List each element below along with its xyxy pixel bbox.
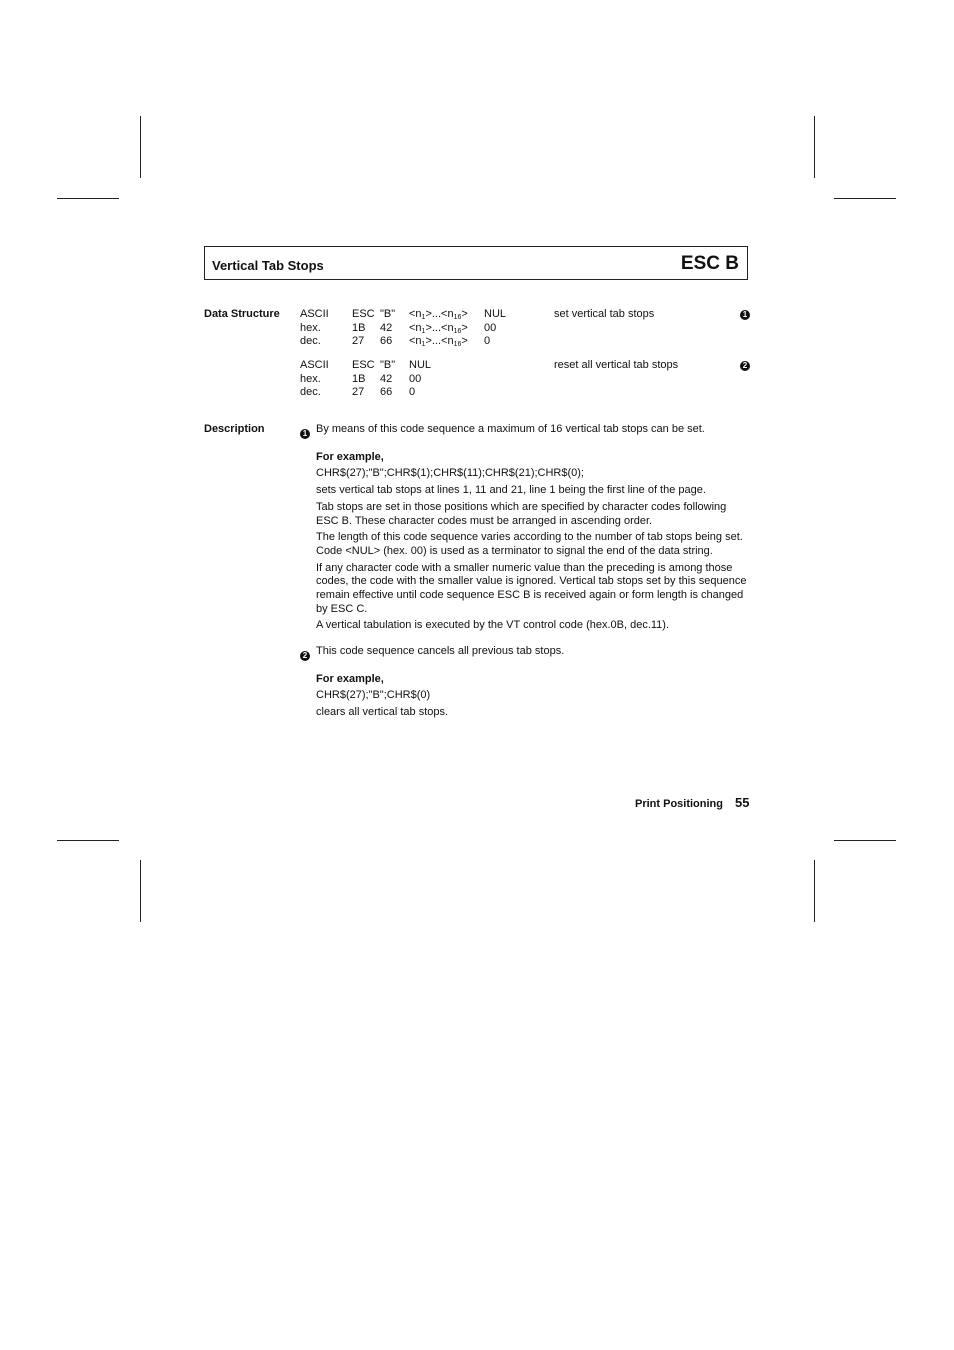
data-structure-block-2 [300,359,500,401]
description-paragraph: A vertical tabulation is executed by the VT control code (hex.0B, dec.11). [316,619,670,632]
ds-terminator: NUL [409,359,432,371]
ds-type: hex. [300,372,321,385]
crop-mark [140,860,141,922]
ds-code: ESC [352,359,375,371]
example-heading: For example, [316,450,384,463]
crop-mark [814,860,815,922]
crop-mark [57,198,119,199]
section-title: Vertical Tab Stops [212,258,324,273]
marker-1-icon: 1 [300,423,310,441]
ds-code: 1B [352,321,366,334]
description-intro: This code sequence cancels all previous tab stops. [316,645,565,657]
ds-note: reset all vertical tab stops [554,359,679,371]
ds-code: ESC [352,308,375,320]
ds-terminator: 00 [484,321,497,334]
ds-code: "B" [380,308,396,320]
data-structure-block-1 [300,308,507,350]
ds-code: 42 [380,321,393,334]
example-code: CHR$(27);"B";CHR$(1);CHR$(11);CHR$(21);CHR$(0); [316,467,584,480]
ds-terminator: 0 [484,335,491,348]
description-item-1 [316,423,748,636]
command-code: ESC B [680,253,739,274]
description-paragraph: clears all vertical tab stops. [316,706,449,719]
ds-code: 1B [352,372,366,385]
description-item-2 [316,645,748,723]
marker-2-icon: 2 [740,359,750,371]
ds-code: 66 [380,386,393,399]
ds-type: dec. [300,335,321,348]
ds-code: 66 [380,335,393,348]
ds-code: 27 [352,335,365,348]
footer-section: Print Positioning [635,798,723,810]
description-paragraph: If any character code with a smaller numeric value than the preceding is among those codes, the code with the smaller value is ignored. Vertical tab stops set by this sequence remain effective until code sequence ESC B is received again or form length is changed by ESC C. [316,561,747,615]
example-code: CHR$(27);"B";CHR$(0) [316,689,431,702]
crop-mark [834,198,896,199]
ds-params: $<n_1>...<n_{16}>$ [409,335,468,349]
data-structure-label: Data Structure [204,308,280,320]
crop-mark [814,116,815,178]
description-paragraph: The length of this code sequence varies according to the number of tab stops being set. Code <NUL> (hex. 00) is used as a terminator to signal the end of the data string. [316,531,743,557]
crop-mark [57,840,119,841]
ds-type: ASCII [300,308,329,320]
page-number: 55 [735,795,750,810]
description-intro: By means of this code sequence a maximum of 16 vertical tab stops can be set. [316,423,705,435]
crop-mark [140,116,141,178]
description-paragraph: Tab stops are set in those positions which are specified by character codes following ESC B. These character codes must be arranged in ascending order. [316,500,727,527]
description-paragraph: sets vertical tab stops at lines 1, 11 and 21, line 1 being the first line of the page. [316,484,706,497]
ds-type: ASCII [300,359,329,371]
ds-params: $<n_1>...<n_{16}>$ [409,321,468,335]
marker-2-icon: 2 [300,645,310,663]
example-heading: For example, [316,672,384,685]
ds-code: "B" [380,359,396,371]
description-label: Description [204,423,265,435]
ds-terminator: 00 [409,372,422,385]
ds-terminator: 0 [409,386,416,399]
ds-code: 27 [352,386,365,399]
ds-terminator: NUL [484,308,507,320]
marker-1-icon: 1 [740,308,750,320]
section-header [204,246,748,280]
ds-note: set vertical tab stops [554,308,655,320]
ds-params: $<n_1>...<n_{16}>$ [409,308,468,321]
crop-mark [834,840,896,841]
ds-type: hex. [300,321,321,334]
ds-code: 42 [380,372,393,385]
ds-type: dec. [300,386,321,399]
